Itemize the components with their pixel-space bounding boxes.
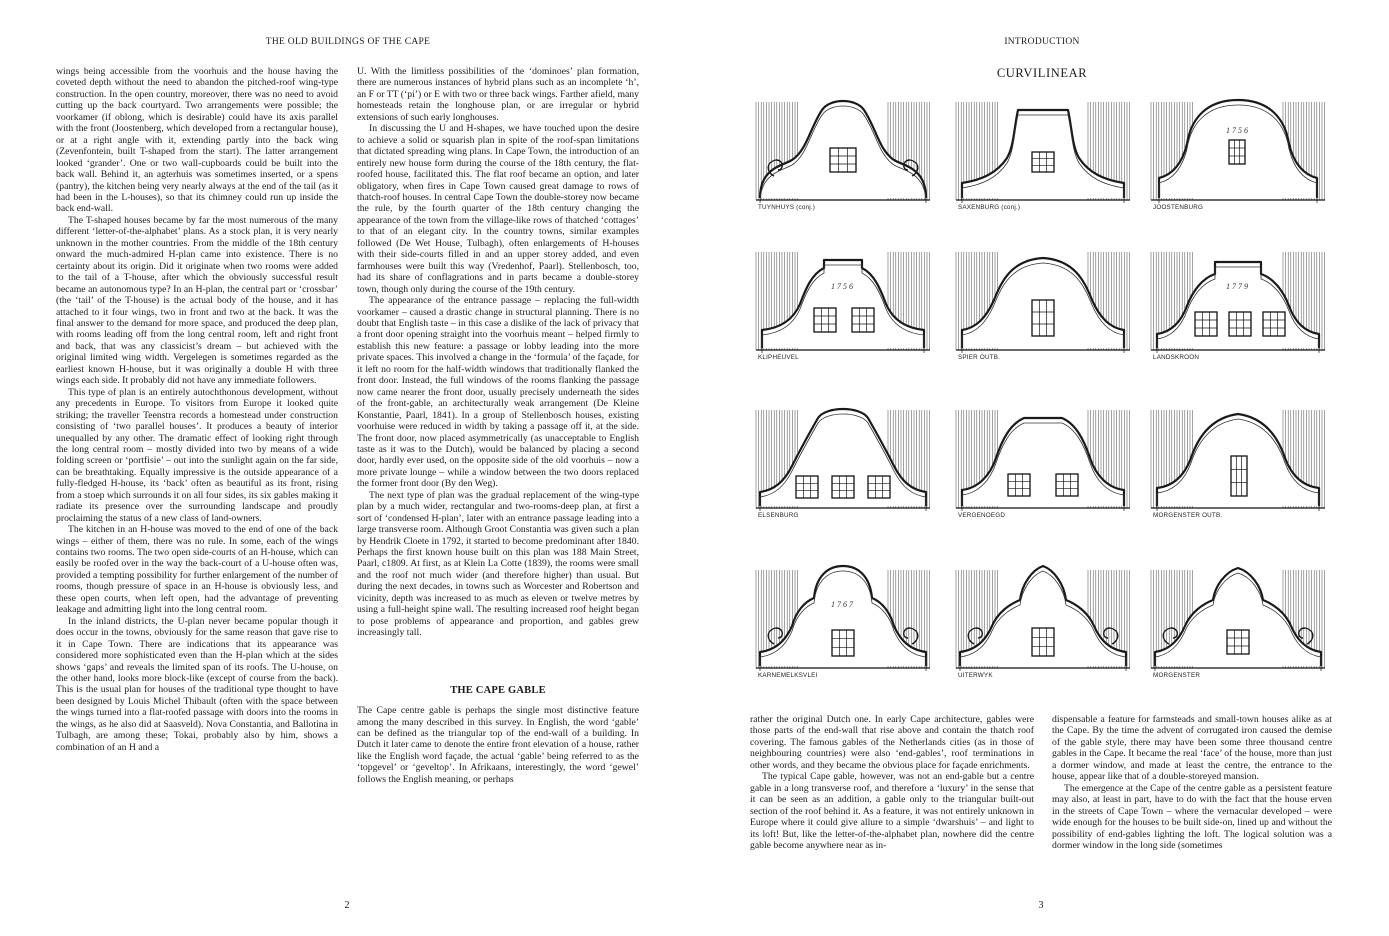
gable-plate (1147, 88, 1329, 228)
right-column-1 (750, 714, 1034, 851)
gable-plate-label: MORGENSTER (1153, 672, 1201, 679)
right-page (694, 0, 1389, 936)
page-number-right: 3 (1038, 900, 1044, 911)
paragraph: The emergence at the Cape of the centre gable as a persistent feature may also, at least in part, have to do with the fact that the house erven in the streets of Cape Town – where the vernacular developed – were wide enough for the houses to be built side-on, lined up and without the possibility of end-gables lighting the loft. The logical solution was a dormer window in the long side (sometimes (1052, 782, 1332, 851)
gable-plate (952, 556, 1134, 696)
gable-drawing (952, 396, 1134, 520)
paragraph: The next type of plan was the gradual replacement of the wing-type plan by a much wider, rectangular and two-rooms-deep plan, at first a sort of ‘condensed H-plan’, later with an entrance passage leading into a large transverse room. Although Groot Constantia was given such a plan by Hendrik Cloete in 1792, it started to become predominant after 1840. Perhaps the first known house built on this plan was 188 Main Street, Paarl, c1809. At first, as at Klein La Cotte (1839), the rooms were small and the roof not much wider (and therefore higher) than usual. But during the next decades, in towns such as Worcester and Robertson and vicinity, depth was increased to as much as eleven or twelve metres by using a full-height spine wall. The resulting increased roof height began to pose problems of appearance and proportion, and gables grew increasingly tall. (357, 489, 639, 639)
section-heading: THE CAPE GABLE (450, 684, 546, 696)
gable-drawing (1147, 556, 1329, 680)
gable-drawing (752, 556, 934, 680)
gable-drawing (952, 88, 1134, 212)
paragraph: The appearance of the entrance passage – replacing the full-width voorkamer – caused a drastic change in structural planning. There is no doubt that English taste – in this case a dislike of the lack of privacy that a front door opening straight into the voorhuis meant – helped firmly to establish this new feature: a passage or lobby leading into the more private spaces. This involved a change in the ‘formula’ of the façade, for it left no room for the half-width windows that traditionally flanked the front door. Instead, the full windows of the rooms flanking the passage now came nearer the front door, usually precisely underneath the sides of the front-gable, an architecturally weak arrangement (De Kleine Konstantie, Paarl, 1841). In a group of Stellenbosch houses, existing voorhuise were reduced in width by taking a passage off it, at the side. The front door, now placed asymmetrically (as unacceptable to English taste as it was to the Dutch), would be balanced by placing a second door, hardly ever used, on the opposite side of the old voorhuis – now a more private lounge – while a window between the two doors replaced the former front door (By den Weg). (357, 295, 639, 490)
gable-plate (752, 556, 934, 696)
gable-plate (752, 238, 934, 378)
gable-plate (952, 238, 1134, 378)
gable-plate (1147, 238, 1329, 378)
gable-plate (752, 396, 934, 536)
gable-date-inscription: 1756 (831, 282, 855, 291)
gable-drawing (752, 88, 934, 212)
paragraph: In discussing the U and H-shapes, we have touched upon the desire to achieve a solid or squarish plan in spite of the roof-span limitations that dictated spreading wing plans. In Cape Town, the introduction of an entirely new house form during the course of the 18th century, the flat-roofed house, facilitated this. The flat roof became an option, and later obligatory, when fires in Cape Town caused great damage to rows of thatch-roof houses. In central Cape Town the double-storey now became the rule, by the fourth quarter of the 18th century changing the appearance of the town from the village-like rows of thatched ‘cottages’ to that of an elegant city. In the country towns, similar examples followed (De Wet House, Tulbagh), often enlargements of H-houses with their side-courts filled in and an upper storey added, and even farmhouses were built this way (Vredenhof, Paarl). Stellenbosch, too, had its share of conflagrations and in parts became a double-storey town, though only during the course of the 19th century. (357, 123, 639, 295)
gable-plate-label: KLIPHEUVEL (758, 354, 799, 361)
gable-date-inscription: 1767 (831, 600, 855, 609)
gable-plate (1147, 556, 1329, 696)
gable-drawing (1147, 238, 1329, 362)
gable-plate (952, 396, 1134, 536)
gable-plate-label: MORGENSTER OUTB. (1153, 512, 1223, 519)
page-number-left: 2 (344, 900, 350, 911)
left-column-2 (357, 66, 639, 785)
gable-plate-label: TUYNHUYS (conj.) (758, 204, 816, 211)
gable-drawing (952, 238, 1134, 362)
gable-drawing (752, 238, 934, 362)
gable-plate (752, 88, 934, 228)
gable-plate-label: ELSENBURG (758, 512, 799, 519)
gable-plate-label: KARNEMELKSVLEI (758, 672, 818, 679)
gable-plate (952, 88, 1134, 228)
gable-drawing (1147, 396, 1329, 520)
paragraph: dispensable a feature for farmsteads and small-town houses alike as at the Cape. By the time the advent of corrugated iron caused the demise of the gable style, there may have been some three thousand centre gables in the Cape. It became the real ‘face’ of the house, more than just a dormer window, and made at least the centre, the entrance to the house, appear like that of a double-storeyed mansion. (1052, 714, 1332, 783)
plate-title: CURVILINEAR (996, 66, 1088, 80)
running-head-left: THE OLD BUILDINGS OF THE CAPE (265, 37, 431, 47)
paragraph: U. With the limitless possibilities of the ‘dominoes’ plan formation, there are numerous instances of hybrid plans such as an incomplete ‘h’, an F or TT (‘pi’) or E with two or three back wings. Farther afield, many homesteads retain the longhouse plan, or are irregular or hybrid extensions of such early longhouses. (357, 66, 639, 123)
paragraph: The kitchen in an H-house was moved to the end of one of the back wings – either of them, there was no rule. In some, each of the wings contains two rooms. The two open side-courts of an H-house, which can easily be roofed over in the way the back-court of a U-house often was, provided a tempting possibility for further enlargement of the number of rooms, though pressure of space in an H-house is obviously less, and these open courts, when left open, had the advantage of preventing leakage and admitting light into the long central room. (56, 524, 338, 616)
gable-date-inscription: 1779 (1226, 282, 1250, 291)
paragraph: rather the original Dutch one. In early Cape architecture, gables were those parts of the end-wall that rise above and contain the thatch roof covering. The famous gables of the Netherlands cities (as in those of neighbouring countries) were also ‘end-gables’, roof terminations in other words, and they became the obvious place for façade enrichments. (750, 714, 1034, 771)
left-column-1 (56, 66, 338, 753)
gable-drawing (752, 396, 934, 520)
paragraph: The Cape centre gable is perhaps the single most distinctive feature among the many described in this survey. In English, the word ‘gable’ can be defined as the triangular top of the end-wall of a building. In Dutch it later came to denote the entire front elevation of a house, rather like the English word façade, the actual ‘gable’ being referred to as the ‘topgevel’ or ‘geveltop’. In Afrikaans, interestingly, the word ‘gewel’ follows the English meaning, or perhaps (357, 705, 639, 785)
gable-plate-label: VERGENOEGD (958, 512, 1006, 519)
gable-drawing (952, 556, 1134, 680)
paragraph: The typical Cape gable, however, was not an end-gable but a centre gable in a long transverse roof, and therefore a ‘luxury’ in the sense that it can be seen as an addition, a gable only to the triangular built-out section of the roof behind it. As a feature, it was not entirely unknown in Europe where it could give allure to a simple ‘dwarshuis’ – and light to its loft! But, like the letter-of-the-alphabet plan, nowhere did the centre gable become anywhere near as in- (750, 771, 1034, 851)
gable-plate-label: UITERWYK (958, 672, 993, 679)
paragraph: In the inland districts, the U-plan never became popular though it does occur in the towns, obviously for the same reason that gave rise to it in Cape Town. There are indications that its appearance was considered more sophisticated even than the H-plan which at the sides shows ‘gaps’ and reveals the limited span of its roofs. The U-house, on the other hand, looks more block-like (except of course from the back). This is the usual plan for houses of the traditional type thought to have been designed by Louis Michel Thibault (often with the space between the wings turned into a flat-roofed passage with doors into the rooms in the wings, as he also did at Saasveld). Nova Constantia, and Ballotina in Tulbagh, are among these; Tokai, probably also by him, shows a combination of an H and a (56, 615, 338, 753)
gable-plate-label: LANDSKROON (1153, 354, 1200, 361)
left-page (0, 0, 694, 936)
gable-plates (752, 88, 1342, 703)
gable-date-inscription: 1756 (1226, 126, 1250, 135)
paragraph: wings being accessible from the voorhuis and the house having the coveted depth without the need to abandon the pitched-roof wing-type construction. In the open country, moreover, there was no need to avoid cutting up the back courtyard. Two arrangements were possible; the voorkamer (if oblong, which is desirable) could have its axis parallel with the front (Joostenberg, which developed from a rectangular house), or at a right angle with it, extending partly into the back wing (Zevenfontein, built T-shaped from the start). The latter arrangement looked ‘grander’. One or two wall-cupboards could be built into the back wall. Behind it, an agterhuis was sometimes inserted, or a spens (pantry), the kitchen being very nearly always at the end of the tail (as it had been in the L-houses), so that its chimney could run up inside the back end-wall. (56, 66, 338, 215)
paragraph: The T-shaped houses became by far the most numerous of the many different ‘letter-of-the-alphabet’ plans. As a stock plan, it is very nearly unknown in the mother countries. From the middle of the 18th century onward the much-admired H-plan came into existence. There is no certainty about its origin. Did it originate when two rooms were added to the tail of a T-house, after which the obviously successful result became an autonomous type? In an H-plan, the central part or ‘crossbar’ (the ‘tail’ of the T-house) is the actual body of the house, and it has attached to it four wings, two in front and two at the back. It was the final answer to the demand for more space, and produced the deep plan, with rooms leading off from the long central room, left and right front and back, that was any classicist’s dream – but achieved with the original limited wing width. Vergelegen is sometimes regarded as the earliest known H-house, but it was originally a double H with three wings each side. It probably did not have any immediate followers. (56, 214, 338, 387)
gable-drawing (1147, 88, 1329, 212)
gable-plate-label: SPIER OUTB. (958, 354, 1001, 361)
right-column-2 (1052, 714, 1332, 851)
gable-plate-label: SAXENBURG (conj.) (958, 204, 1021, 211)
gable-plate (1147, 396, 1329, 536)
gable-plate-label: JOOSTENBURG (1153, 204, 1204, 211)
running-head-right: INTRODUCTION (1004, 37, 1080, 47)
paragraph: This type of plan is an entirely autochthonous development, without any precedents in Europe. To visitors from Europe it looked quite striking; the traveller Teenstra records a homestead under construction consisting of ‘two parallel houses’. It produces a beauty of interior unequalled by any other. The dramatic effect of looking right through the long central room – mostly divided into two by means of a wide folding screen or ‘portfisie’ – out into the sunlight again on the far side, can be breathtaking. Equally impressive is the outside appearance of a fully-fledged H-house, its ‘back’ often as beautiful as its front, rising from a stoep which surrounds it on all four sides, its six gables making it radiate its presence over the surrounding landscape and proudly proclaiming the status of a new class of land-owners. (56, 386, 338, 524)
